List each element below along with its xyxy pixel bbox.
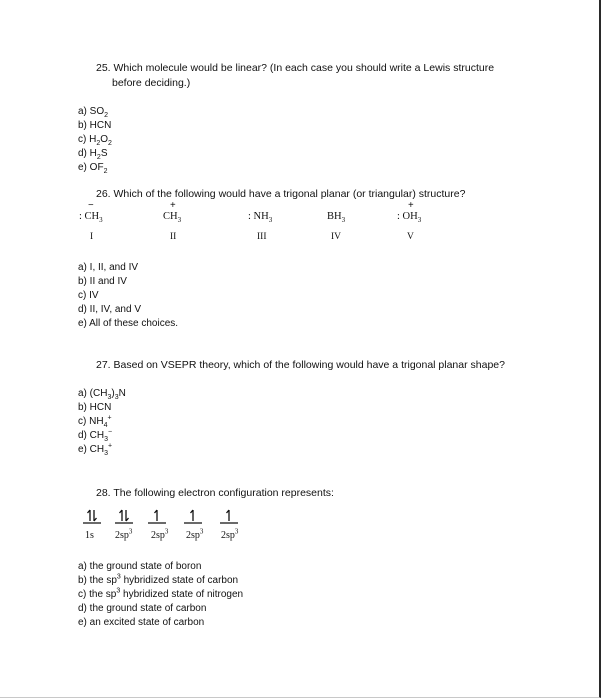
q26-option-a[interactable]: a) I, II, and IV xyxy=(78,262,139,273)
q25-option-c[interactable]: c) $H_2O_2$ xyxy=(78,134,112,147)
q27-option-e[interactable]: e) $CH_3^+$ xyxy=(78,442,113,457)
orbital-label-2sp3-c: $2sp^3$ xyxy=(186,527,204,541)
q26-option-b[interactable]: b) II and IV xyxy=(78,276,127,287)
q25-title-line2: before deciding.) xyxy=(112,77,191,89)
q28-option-c[interactable]: c) the $sp^3$ hybridized state of nitrogen xyxy=(78,587,244,600)
orbital-label-2sp3-a: $2sp^3$ xyxy=(115,527,133,541)
orbital-2sp3-b xyxy=(147,508,167,524)
species-2-numeral: II xyxy=(170,232,177,242)
q25-option-d[interactable]: d) $H_2S$ xyxy=(78,148,108,161)
species-2-charge: + xyxy=(170,200,176,211)
q25-title-line1: 25. Which molecule would be linear? (In each case you should write a Lewis structure xyxy=(96,62,495,74)
species-1-numeral: I xyxy=(90,232,94,242)
species-2-formula: $CH_3$ xyxy=(163,211,182,225)
q26-option-e[interactable]: e) All of these choices. xyxy=(78,318,179,329)
species-5-charge: + xyxy=(408,200,414,211)
orbital-2sp3-d xyxy=(219,508,239,524)
q28-option-b[interactable]: b) the $sp^3$ hybridized state of carbon xyxy=(78,573,239,586)
species-1-charge: − xyxy=(88,200,94,211)
species-4-numeral: IV xyxy=(331,232,342,242)
q28-option-e[interactable]: e) an excited state of carbon xyxy=(78,617,205,628)
species-3-formula: : $NH_3$ xyxy=(248,211,273,225)
q27-option-b[interactable]: b) HCN xyxy=(78,402,112,413)
orbital-2sp3-c xyxy=(183,508,203,524)
orbital-1s xyxy=(82,508,102,524)
q26-title: 26. Which of the following would have a trigonal planar (or triangular) structure? xyxy=(96,188,466,200)
q27-title: 27. Based on VSEPR theory, which of the following would have a trigonal planar shape? xyxy=(96,359,505,371)
species-3-numeral: III xyxy=(257,232,267,242)
q27-option-a[interactable]: a) $(CH_3)_3N$ xyxy=(78,388,126,401)
orbital-label-2sp3-d: $2sp^3$ xyxy=(221,527,239,541)
orbital-label-1s: 1s xyxy=(85,530,94,541)
species-5-formula: : $OH_3$ xyxy=(397,211,422,225)
q26-option-c[interactable]: c) IV xyxy=(78,290,99,301)
orbital-2sp3-a xyxy=(114,508,134,524)
q28-option-d[interactable]: d) the ground state of carbon xyxy=(78,603,207,614)
orbital-label-2sp3-b: $2sp^3$ xyxy=(151,527,169,541)
species-4-formula: $BH_3$ xyxy=(327,211,346,225)
q28-title: 28. The following electron configuration represents: xyxy=(96,487,334,499)
q27-option-d[interactable]: d) $CH_3^-$ xyxy=(78,428,113,443)
q27-option-c[interactable]: c) $NH_4^+$ xyxy=(78,414,112,429)
species-5-numeral: V xyxy=(407,232,414,242)
q25-option-a[interactable]: a) $SO_2$ xyxy=(78,106,109,119)
q25-option-e[interactable]: e) $OF_2$ xyxy=(78,162,108,175)
q28-option-a[interactable]: a) the ground state of boron xyxy=(78,561,202,572)
q25-option-b[interactable]: b) HCN xyxy=(78,120,112,131)
q26-option-d[interactable]: d) II, IV, and V xyxy=(78,304,142,315)
species-1-formula: : $CH_3$ xyxy=(79,211,103,225)
